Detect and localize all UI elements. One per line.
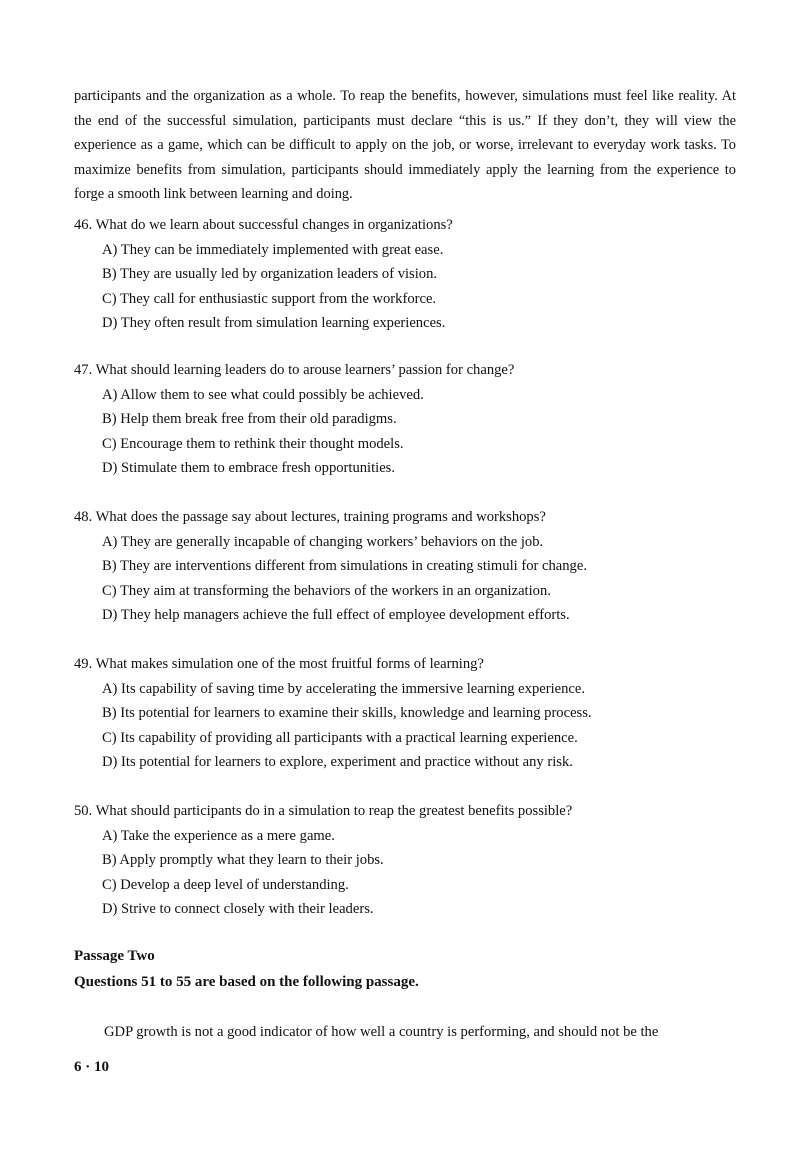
passage-description: Questions 51 to 55 are based on the following passage. bbox=[74, 974, 419, 990]
option-a: A) Allow them to see what could possibly be achieved. bbox=[102, 386, 424, 403]
option-b: B) Apply promptly what they learn to their jobs. bbox=[102, 852, 384, 869]
passage-first-line: GDP growth is not a good indicator of how well a country is performing, and should not be the bbox=[104, 1024, 659, 1040]
question-stem: 50. What should participants do in a simulation to reap the greatest benefits possible? bbox=[74, 803, 573, 819]
question-stem: 49. What makes simulation one of the most fruitful forms of learning? bbox=[74, 656, 484, 672]
question-46 bbox=[74, 213, 754, 336]
question-50 bbox=[74, 799, 754, 922]
option-c: C) Encourage them to rethink their thought models. bbox=[102, 435, 404, 452]
option-b: B) Help them break free from their old paradigms. bbox=[102, 411, 397, 428]
option-c: C) Develop a deep level of understanding. bbox=[102, 876, 349, 893]
option-a: A) They are generally incapable of changing workers’ behaviors on the job. bbox=[102, 533, 544, 550]
question-stem: 48. What does the passage say about lectures, training programs and workshops? bbox=[74, 509, 546, 525]
option-b: B) They are interventions different from simulations in creating stimuli for change. bbox=[102, 558, 587, 575]
option-a: A) They can be immediately implemented with great ease. bbox=[102, 241, 444, 258]
option-c: C) Its capability of providing all participants with a practical learning experience. bbox=[102, 729, 578, 746]
option-a: A) Take the experience as a mere game. bbox=[102, 827, 335, 844]
option-d: D) Stimulate them to embrace fresh opportunities. bbox=[102, 460, 396, 477]
option-a: A) Its capability of saving time by accelerating the immersive learning experience. bbox=[102, 680, 586, 697]
option-b: B) Its potential for learners to examine their skills, knowledge and learning process. bbox=[102, 705, 592, 722]
passage-title: Passage Two bbox=[74, 948, 155, 964]
intro-paragraph: participants and the organization as a whole. To reap the benefits, however, simulations must feel like reality. At the end of the successful simulation, participants must declare “this is us.” If they don’t, they will view the experience as a game, which can be difficult to apply on the job, or worse, irrelevant to everyday work tasks. To maximize benefits from simulation, participants should immediately apply the learning from the experience to forge a smooth link between learning and doing. bbox=[74, 88, 736, 203]
option-d: D) They help managers achieve the full effect of employee development efforts. bbox=[102, 607, 570, 624]
option-b: B) They are usually led by organization leaders of vision. bbox=[102, 266, 438, 283]
question-stem: 47. What should learning leaders do to arouse learners’ passion for change? bbox=[74, 362, 515, 378]
option-d: D) They often result from simulation learning experiences. bbox=[102, 315, 446, 332]
option-d: D) Its potential for learners to explore, experiment and practice without any risk. bbox=[102, 754, 573, 771]
page-number: 6 · 10 bbox=[74, 1059, 110, 1075]
question-48 bbox=[74, 505, 754, 628]
option-d: D) Strive to connect closely with their leaders. bbox=[102, 901, 374, 918]
question-stem: 46. What do we learn about successful changes in organizations? bbox=[74, 217, 453, 233]
question-47 bbox=[74, 358, 754, 481]
option-c: C) They aim at transforming the behaviors of the workers in an organization. bbox=[102, 582, 551, 599]
question-49 bbox=[74, 652, 754, 775]
option-c: C) They call for enthusiastic support from the workforce. bbox=[102, 290, 437, 307]
